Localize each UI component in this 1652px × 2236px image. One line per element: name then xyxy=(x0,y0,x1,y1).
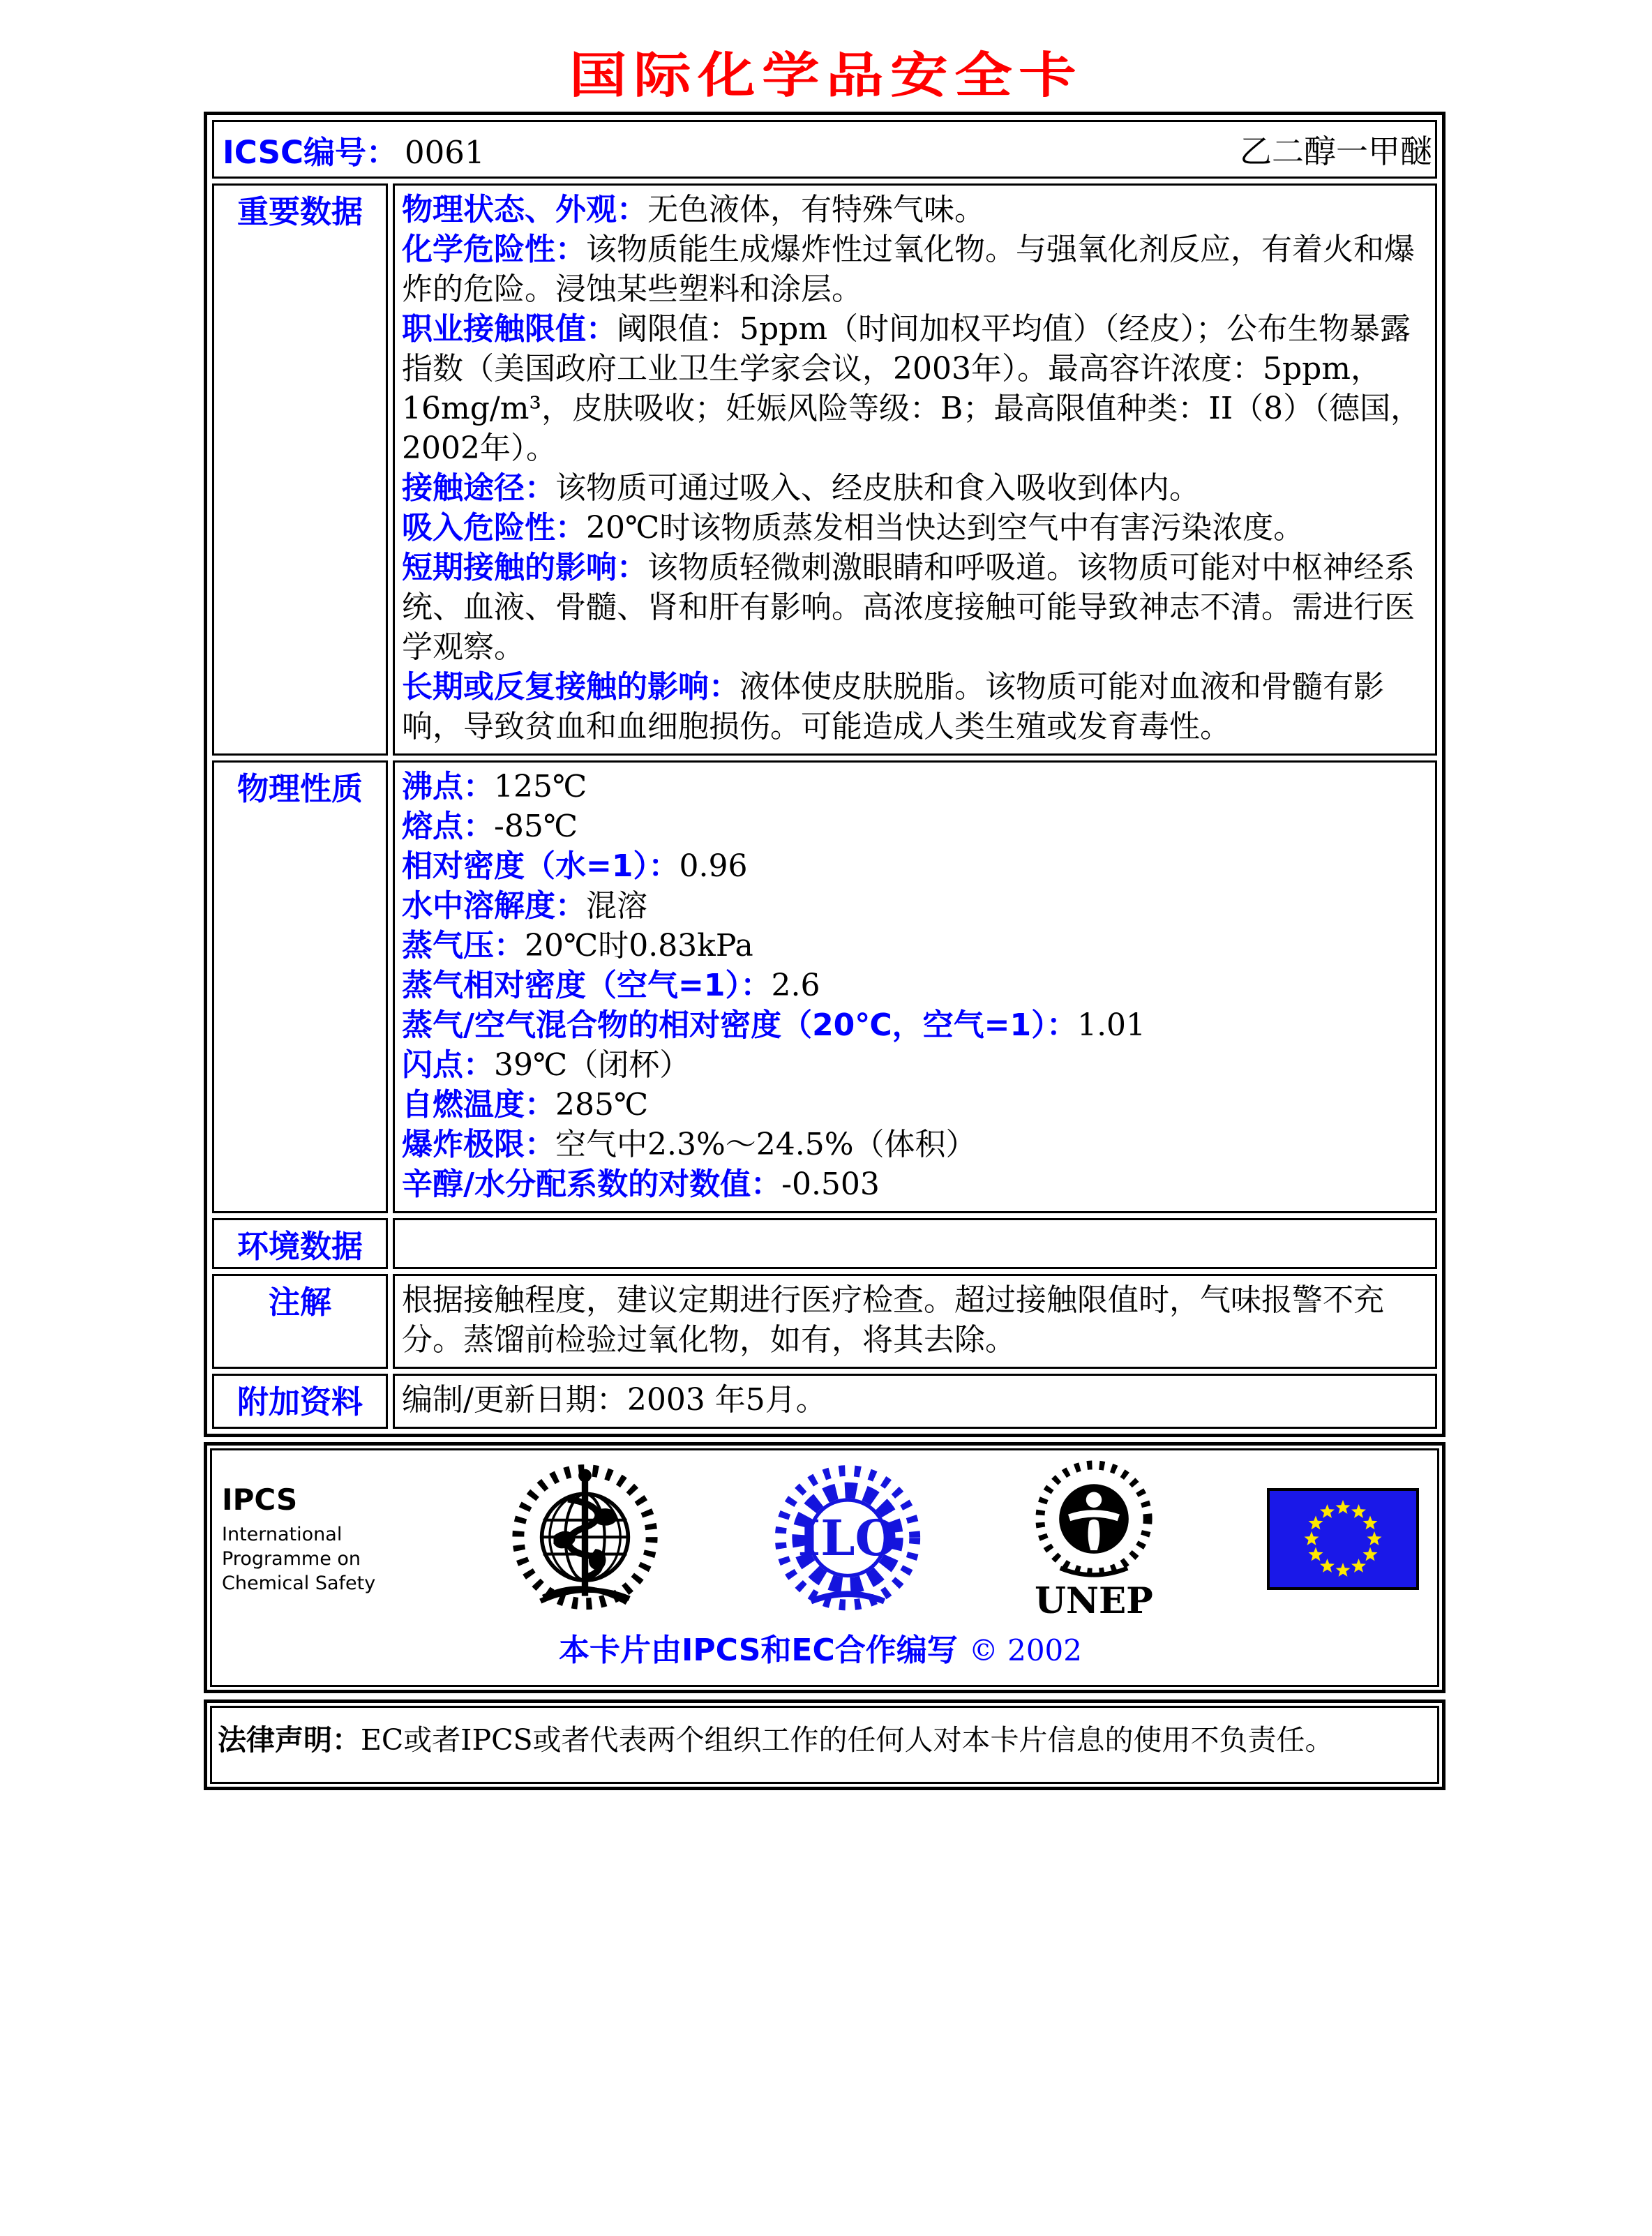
field-label: 化学危险性： xyxy=(402,232,586,267)
property-label: 相对密度（水=1）： xyxy=(402,848,679,884)
ipcs-text-block xyxy=(222,1483,396,1596)
field-row xyxy=(402,667,1428,746)
property-row xyxy=(402,1085,1428,1125)
icsc-number-label: ICSC编号： xyxy=(223,133,398,171)
property-label: 熔点： xyxy=(402,809,494,844)
section-label-important-data: 重要数据 xyxy=(212,183,388,756)
notes-row xyxy=(212,1274,1437,1369)
update-date-value: 2003 年5月。 xyxy=(626,1382,827,1418)
field-label: 短期接触的影响： xyxy=(402,550,647,585)
property-row xyxy=(402,886,1428,926)
footer-caption-row xyxy=(222,1625,1419,1670)
physical-properties-content xyxy=(393,760,1437,1213)
field-text: 20℃时该物质蒸发相当快达到空气中有害污染浓度。 xyxy=(586,510,1305,546)
physical-properties-row xyxy=(212,760,1437,1213)
field-row xyxy=(402,230,1428,309)
property-label: 爆炸极限： xyxy=(402,1127,555,1162)
field-row xyxy=(402,508,1428,548)
icsc-number-group xyxy=(223,127,485,172)
property-value: 混溶 xyxy=(586,888,647,924)
property-value: 空气中2.3%～24.5%（体积） xyxy=(555,1127,977,1162)
property-value: 39℃（闭杯） xyxy=(494,1047,691,1083)
field-label: 长期或反复接触的影响： xyxy=(402,669,739,705)
card-content-column xyxy=(204,112,1446,1790)
header-row xyxy=(212,120,1437,179)
field-label: 吸入危险性： xyxy=(402,510,586,546)
property-value: -85℃ xyxy=(494,809,578,844)
property-row xyxy=(402,1125,1428,1164)
unep-logo xyxy=(1031,1458,1157,1620)
ipcs-acronym: IPCS xyxy=(222,1482,298,1517)
field-row xyxy=(402,468,1428,508)
ipcs-line-3: Chemical Safety xyxy=(222,1572,376,1594)
header-cell xyxy=(212,120,1437,179)
field-text: 无色液体，有特殊气味。 xyxy=(647,192,985,227)
physical-properties-fields xyxy=(402,767,1428,1204)
legal-box xyxy=(204,1699,1446,1790)
field-row xyxy=(402,548,1428,667)
property-row xyxy=(402,1005,1428,1045)
property-row xyxy=(402,966,1428,1005)
property-label: 蒸气压： xyxy=(402,928,525,963)
property-label: 沸点： xyxy=(402,769,494,804)
field-row xyxy=(402,309,1428,468)
icsc-number-value: 0061 xyxy=(405,133,485,171)
property-row xyxy=(402,1045,1428,1085)
property-label: 水中溶解度： xyxy=(402,888,586,924)
property-value: 20℃时0.83kPa xyxy=(525,928,753,963)
field-label: 物理状态、外观： xyxy=(402,192,647,227)
legal-text: EC或者IPCS或者代表两个组织工作的任何人对本卡片信息的使用不负责任。 xyxy=(361,1723,1334,1757)
icsc-card-table xyxy=(204,112,1446,1437)
important-data-fields xyxy=(402,190,1428,746)
environmental-data-content xyxy=(393,1218,1437,1269)
ipcs-line-2: Programme on xyxy=(222,1547,361,1570)
property-label: 蒸气/空气混合物的相对密度（20℃，空气=1）： xyxy=(402,1007,1078,1043)
eu-flag xyxy=(1267,1488,1419,1590)
property-label: 自燃温度： xyxy=(402,1087,555,1123)
update-date-label: 编制/更新日期： xyxy=(402,1382,627,1418)
property-value: 0.96 xyxy=(679,848,748,884)
unep-logo-text: UNEP xyxy=(1034,1580,1153,1620)
field-label: 职业接触限值： xyxy=(402,311,617,347)
section-label-environmental-data: 环境数据 xyxy=(212,1218,388,1269)
ilo-logo xyxy=(774,1463,921,1615)
section-label-notes: 注解 xyxy=(212,1274,388,1369)
property-label: 辛醇/水分配系数的对数值： xyxy=(402,1166,782,1202)
section-label-physical-properties: 物理性质 xyxy=(212,760,388,1213)
legal-label: 法律声明： xyxy=(218,1723,361,1757)
footer-caption: 本卡片由IPCS和EC合作编写 xyxy=(558,1633,958,1668)
property-label: 蒸气相对密度（空气=1）： xyxy=(402,968,772,1003)
logos-row xyxy=(222,1460,1419,1618)
footer-copyright: © 2002 xyxy=(968,1633,1082,1667)
property-row xyxy=(402,806,1428,846)
environmental-data-row xyxy=(212,1218,1437,1269)
additional-info-content xyxy=(393,1374,1437,1429)
legal-box-inner xyxy=(210,1706,1439,1784)
field-text: 该物质轻微刺激眼睛和呼吸道。该物质可能对中枢神经系统、血液、骨髓、肾和肝有影响。高浓度接触可能导致神志不清。需进行医学观察。 xyxy=(402,550,1415,665)
ipcs-line-1: International xyxy=(222,1523,343,1545)
field-label: 接触途径： xyxy=(402,470,555,506)
footer-box-inner xyxy=(210,1448,1439,1687)
important-data-row xyxy=(212,183,1437,756)
additional-info-row xyxy=(212,1374,1437,1429)
property-label: 闪点： xyxy=(402,1047,494,1083)
notes-content: 根据接触程度，建议定期进行医疗检查。超过接触限值时，气味报警不充分。蒸馏前检验过氧化物，如有，将其去除。 xyxy=(393,1274,1437,1369)
who-logo xyxy=(506,1462,663,1616)
field-text: 液体使皮肤脱脂。该物质可能对血液和骨髓有影响，导致贫血和血细胞损伤。可能造成人类生殖或发育毒性。 xyxy=(402,669,1384,744)
property-value: -0.503 xyxy=(781,1166,880,1202)
field-text: 该物质能生成爆炸性过氧化物。与强氧化剂反应，有着火和爆炸的危险。浸蚀某些塑料和涂层。 xyxy=(402,232,1415,307)
section-label-additional-info: 附加资料 xyxy=(212,1374,388,1429)
property-row xyxy=(402,926,1428,966)
field-text: 该物质可通过吸入、经皮肤和食入吸收到体内。 xyxy=(555,470,1200,506)
ilo-logo-text: ILO xyxy=(797,1508,897,1567)
property-value: 1.01 xyxy=(1077,1007,1146,1043)
property-row xyxy=(402,846,1428,886)
property-value: 125℃ xyxy=(494,769,587,804)
field-text: 阈限值：5ppm（时间加权平均值）（经皮）；公布生物暴露指数（美国政府工业卫生学家会议，2003年）。最高容许浓度：5ppm，16mg/m³，皮肤吸收；妊娠风险等级：B；最高限值种类：II（8）（德国，2002年）。 xyxy=(402,311,1422,466)
property-value: 2.6 xyxy=(771,968,820,1003)
property-value: 285℃ xyxy=(555,1087,649,1123)
important-data-content xyxy=(393,183,1437,756)
footer-box xyxy=(204,1442,1446,1693)
chemical-name: 乙二醇一甲醚 xyxy=(1240,133,1432,170)
field-row xyxy=(402,190,1428,230)
page-title: 国际化学品安全卡 xyxy=(569,47,1083,104)
property-row xyxy=(402,1164,1428,1204)
property-row xyxy=(402,767,1428,806)
